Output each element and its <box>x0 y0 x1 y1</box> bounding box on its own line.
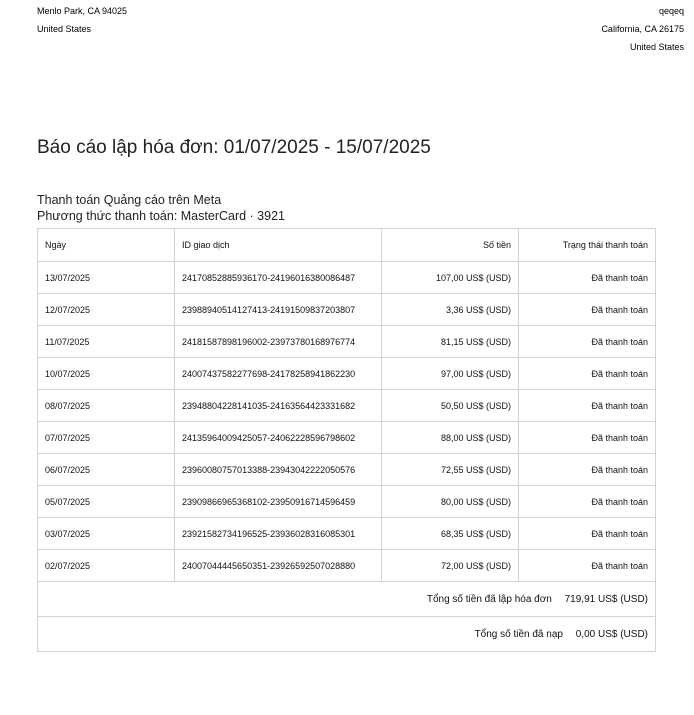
transactions-table <box>37 228 656 652</box>
report-subtitle: Thanh toán Quảng cáo trên Meta <box>37 193 222 207</box>
cell-status: Đã thanh toán <box>519 358 656 390</box>
recipient-address-line1: California, CA 26175 <box>601 24 684 34</box>
total-billed-label: Tổng số tiền đã lập hóa đơn <box>426 593 552 605</box>
cell-transaction-id: 23960080757013388-23943042222050576 <box>175 454 382 486</box>
cell-transaction-id: 23921582734196525-23936028316085301 <box>175 518 382 550</box>
cell-transaction-id: 24007044445650351-23926592507028880 <box>175 550 382 582</box>
cell-date: 08/07/2025 <box>38 390 175 422</box>
total-paid-value: 0,00 US$ (USD) <box>575 628 648 640</box>
table-row <box>38 390 656 422</box>
cell-status: Đã thanh toán <box>519 390 656 422</box>
cell-date: 03/07/2025 <box>38 518 175 550</box>
cell-amount: 72,00 US$ (USD) <box>382 550 519 582</box>
cell-date: 10/07/2025 <box>38 358 175 390</box>
recipient-address <box>601 2 684 56</box>
cell-date: 13/07/2025 <box>38 262 175 294</box>
table-row <box>38 294 656 326</box>
recipient-country: United States <box>629 42 684 52</box>
cell-date: 12/07/2025 <box>38 294 175 326</box>
cell-transaction-id: 24181587898196002-23973780168976774 <box>175 326 382 358</box>
header-amount: Số tiền <box>382 229 519 262</box>
cell-amount: 68,35 US$ (USD) <box>382 518 519 550</box>
table-row <box>38 486 656 518</box>
cell-status: Đã thanh toán <box>519 294 656 326</box>
cell-amount: 81,15 US$ (USD) <box>382 326 519 358</box>
cell-date: 05/07/2025 <box>38 486 175 518</box>
cell-status: Đã thanh toán <box>519 518 656 550</box>
table-row <box>38 518 656 550</box>
recipient-name: qeqeq <box>658 6 684 16</box>
cell-transaction-id: 24135964009425057-24062228596798602 <box>175 422 382 454</box>
table-row <box>38 358 656 390</box>
header-transaction-id: ID giao dịch <box>175 229 382 262</box>
cell-amount: 97,00 US$ (USD) <box>382 358 519 390</box>
cell-date: 11/07/2025 <box>38 326 175 358</box>
cell-status: Đã thanh toán <box>519 262 656 294</box>
table-row <box>38 454 656 486</box>
cell-amount: 107,00 US$ (USD) <box>382 262 519 294</box>
cell-transaction-id: 23909866965368102-23950916714596459 <box>175 486 382 518</box>
report-title: Báo cáo lập hóa đơn: 01/07/2025 - 15/07/2025 <box>37 137 431 158</box>
cell-amount: 80,00 US$ (USD) <box>382 486 519 518</box>
cell-status: Đã thanh toán <box>519 422 656 454</box>
cell-amount: 3,36 US$ (USD) <box>382 294 519 326</box>
table-row <box>38 326 656 358</box>
payment-method: Phương thức thanh toán: MasterCard · 3921 <box>37 209 285 223</box>
table-row <box>38 262 656 294</box>
cell-status: Đã thanh toán <box>519 486 656 518</box>
cell-status: Đã thanh toán <box>519 454 656 486</box>
cell-transaction-id: 24007437582277698-24178258941862230 <box>175 358 382 390</box>
total-paid-row <box>38 617 656 652</box>
table-row <box>38 422 656 454</box>
cell-transaction-id: 23948804228141035-24163564423331682 <box>175 390 382 422</box>
header-payment-status: Trạng thái thanh toán <box>519 229 656 262</box>
cell-status: Đã thanh toán <box>519 326 656 358</box>
cell-date: 02/07/2025 <box>38 550 175 582</box>
cell-amount: 50,50 US$ (USD) <box>382 390 519 422</box>
cell-amount: 88,00 US$ (USD) <box>382 422 519 454</box>
sender-country: United States <box>37 24 92 34</box>
cell-status: Đã thanh toán <box>519 550 656 582</box>
cell-amount: 72,55 US$ (USD) <box>382 454 519 486</box>
total-billed-row <box>38 582 656 617</box>
sender-address-line1: Menlo Park, CA 94025 <box>37 6 128 16</box>
total-billed-value: 719,91 US$ (USD) <box>564 593 648 605</box>
cell-transaction-id: 23988940514127413-24191509837203807 <box>175 294 382 326</box>
cell-date: 07/07/2025 <box>38 422 175 454</box>
total-paid-label: Tổng số tiền đã nạp <box>474 628 563 640</box>
header-date: Ngày <box>38 229 175 262</box>
cell-date: 06/07/2025 <box>38 454 175 486</box>
table-header-row <box>38 229 656 262</box>
table-row <box>38 550 656 582</box>
sender-address <box>37 2 127 38</box>
cell-transaction-id: 24170852885936170-24196016380086487 <box>175 262 382 294</box>
